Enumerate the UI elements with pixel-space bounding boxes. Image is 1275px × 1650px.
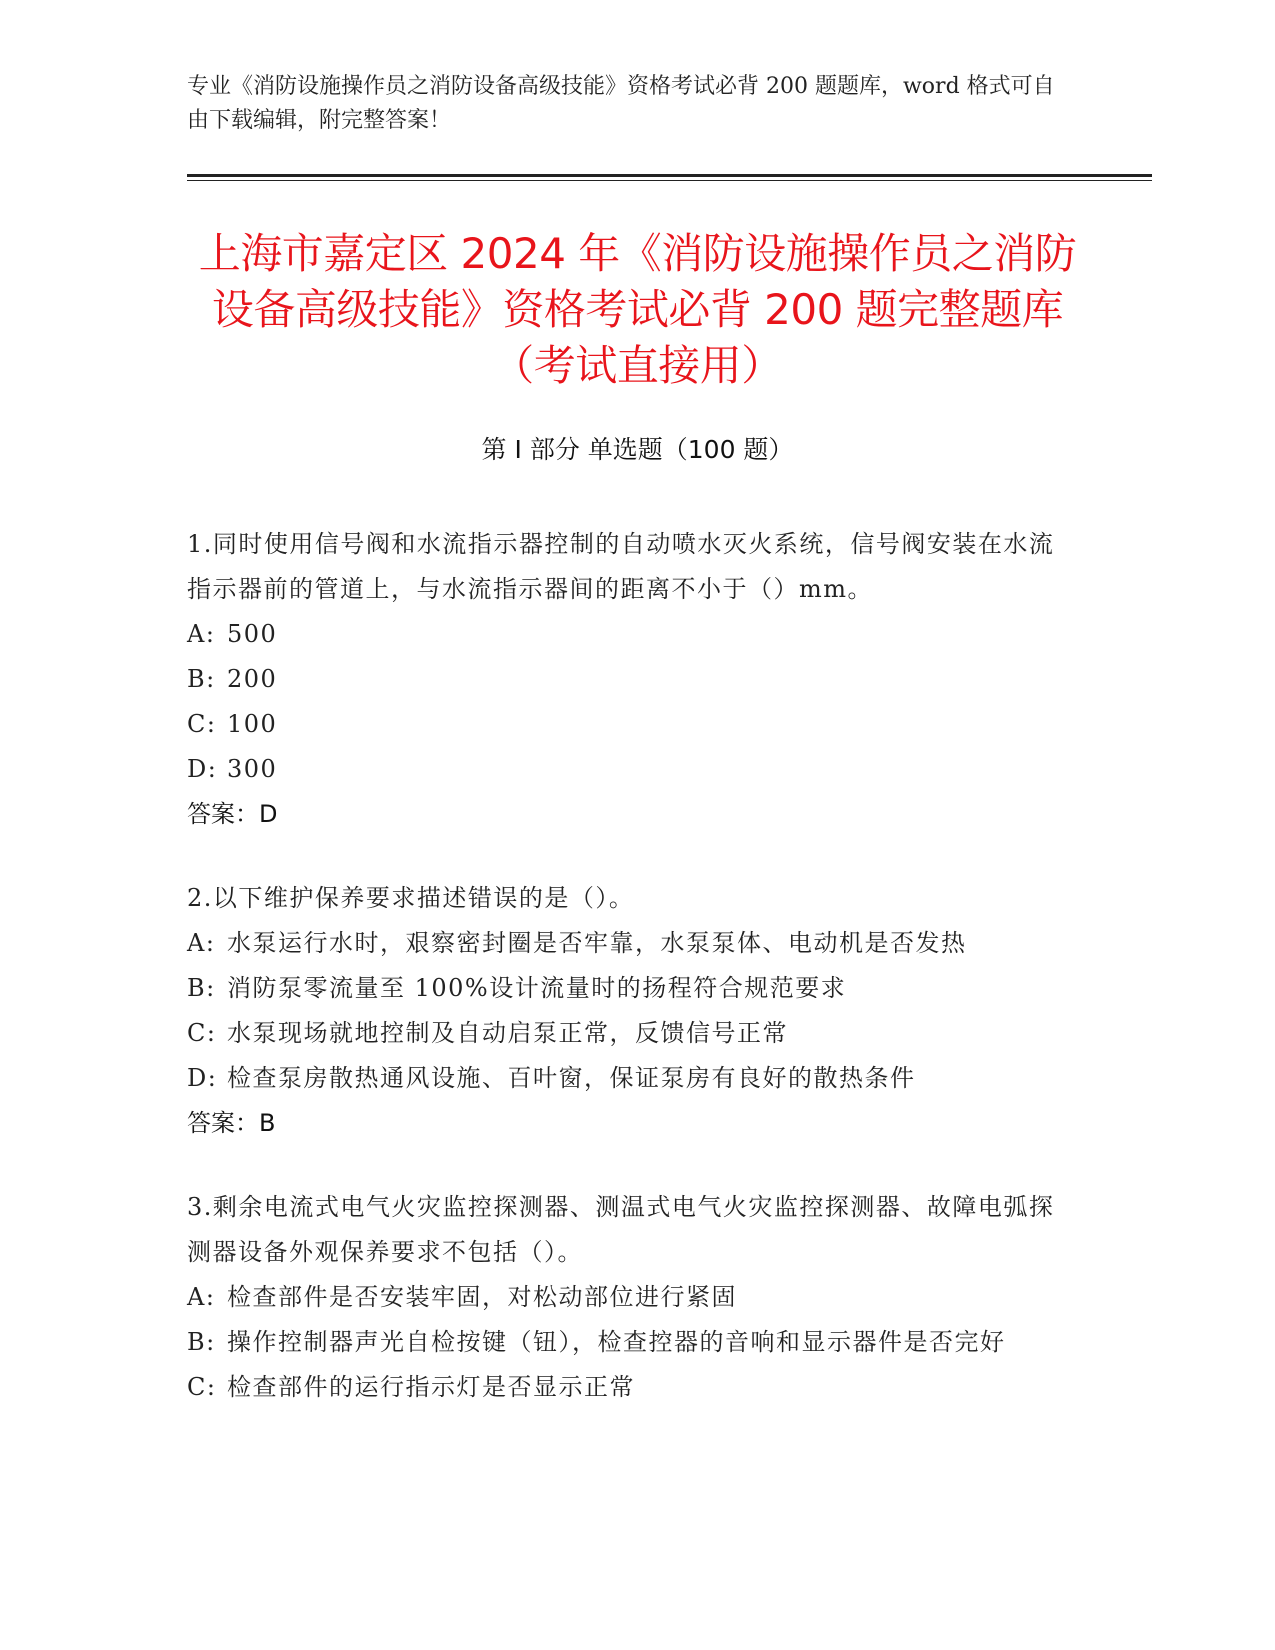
option-b <box>187 966 1067 1011</box>
option-b <box>187 1320 1067 1365</box>
option-label: C: <box>187 1373 217 1401</box>
option-label: A: <box>187 929 216 957</box>
option-text: 检查部件是否安装牢固，对松动部位进行紧固 <box>227 1283 737 1311</box>
option-text: 水泵运行水时，艰察密封圈是否牢靠，水泵泵体、电动机是否发热 <box>227 929 967 957</box>
header-divider-thin <box>187 180 1152 181</box>
section-heading: 第 I 部分 单选题（100 题） <box>481 435 794 464</box>
option-text: 消防泵零流量至 100%设计流量时的扬程符合规范要求 <box>227 974 847 1002</box>
header-divider-thick <box>187 174 1152 177</box>
option-text: 200 <box>227 665 278 693</box>
option-c <box>187 702 1067 747</box>
option-text: 检查泵房散热通风设施、百叶窗，保证泵房有良好的散热条件 <box>227 1064 916 1092</box>
option-text: 检查部件的运行指示灯是否显示正常 <box>227 1373 635 1401</box>
option-text: 100 <box>227 710 278 738</box>
option-text: 操作控制器声光自检按键（钮），检查控器的音响和显示器件是否完好 <box>227 1328 1006 1356</box>
document-title: 上海市嘉定区 2024 年《消防设施操作员之消防设备高级技能》资格考试必背 200 题完整题库（考试直接用） <box>198 229 1077 390</box>
question-list <box>187 522 1067 1449</box>
option-text: 300 <box>227 755 278 783</box>
question-stem: 1.同时使用信号阀和水流指示器控制的自动喷水灭火系统，信号阀安装在水流指示器前的管道上，与水流指示器间的距离不小于（）mm。 <box>187 530 1055 603</box>
option-c <box>187 1365 1067 1410</box>
option-label: B: <box>187 974 216 1002</box>
header-note: 专业《消防设施操作员之消防设备高级技能》资格考试必背 200 题题库，word 格式可自由下载编辑，附完整答案！ <box>187 74 1055 133</box>
question-1 <box>187 522 1067 837</box>
option-text: 水泵现场就地控制及自动启泵正常，反馈信号正常 <box>227 1019 788 1047</box>
option-label: C: <box>187 1019 217 1047</box>
question-stem: 2.以下维护保养要求描述错误的是（）。 <box>187 884 635 912</box>
option-a <box>187 612 1067 657</box>
option-label: B: <box>187 665 216 693</box>
option-label: B: <box>187 1328 216 1356</box>
option-text: 500 <box>227 620 278 648</box>
option-b <box>187 657 1067 702</box>
option-d <box>187 747 1067 792</box>
question-3 <box>187 1185 1067 1410</box>
option-label: D: <box>187 755 218 783</box>
question-stem: 3.剩余电流式电气火灾监控探测器、测温式电气火灾监控探测器、故障电弧探测器设备外观保养要求不包括（）。 <box>187 1193 1055 1266</box>
option-label: D: <box>187 1064 218 1092</box>
option-d <box>187 1056 1067 1101</box>
option-label: A: <box>187 620 216 648</box>
option-a <box>187 1275 1067 1320</box>
question-2 <box>187 876 1067 1146</box>
option-label: C: <box>187 710 217 738</box>
answer: 答案：D <box>187 800 278 828</box>
option-label: A: <box>187 1283 216 1311</box>
answer: 答案：B <box>187 1109 276 1137</box>
option-a <box>187 921 1067 966</box>
option-c <box>187 1011 1067 1056</box>
